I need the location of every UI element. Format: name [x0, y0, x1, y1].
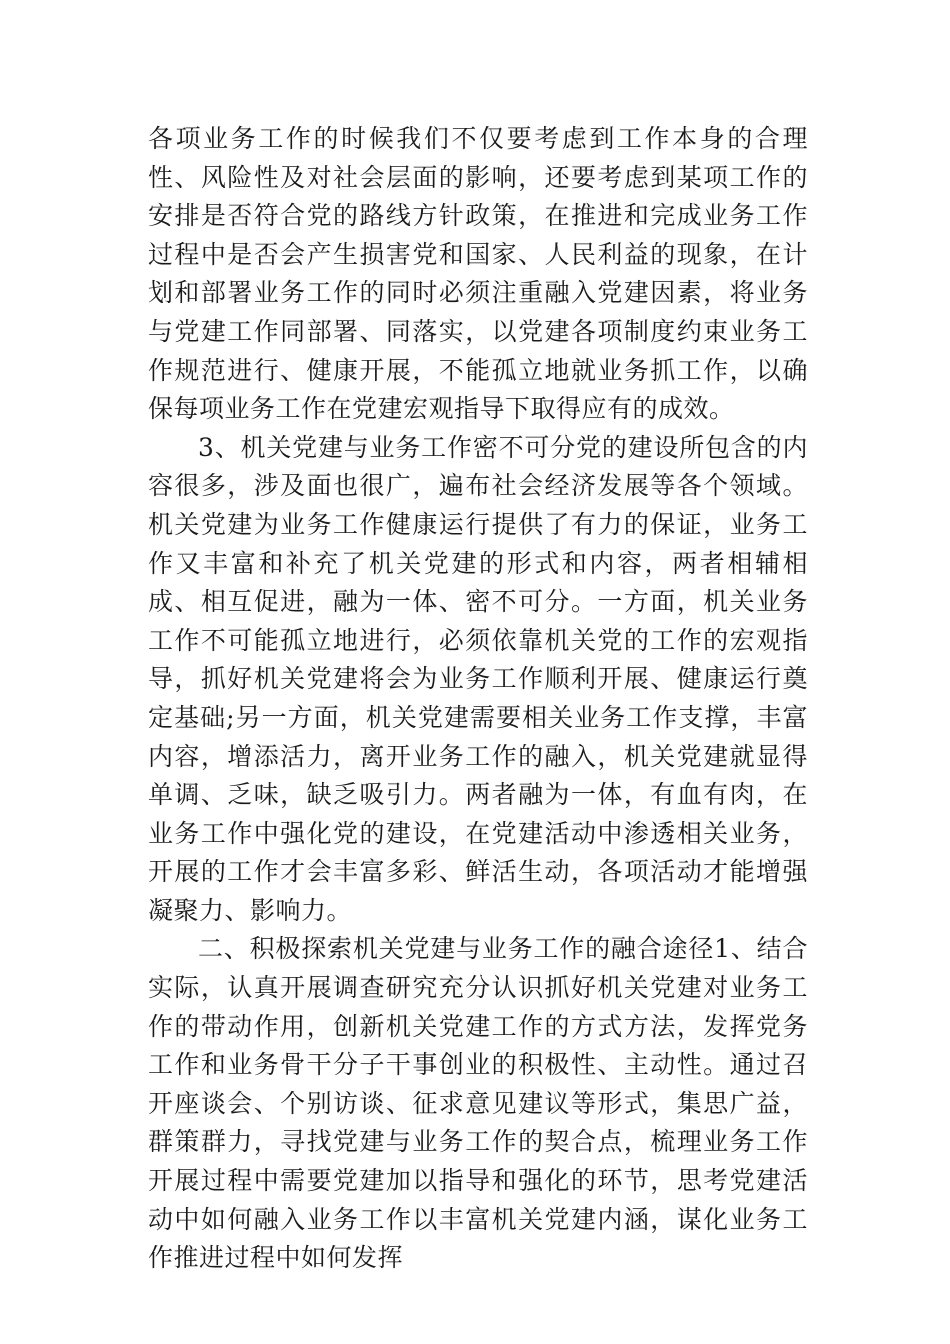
paragraph-continuation: 各项业务工作的时候我们不仅要考虑到工作本身的合理性、风险性及对社会层面的影响，还要考虑到某项工作的安排是否符合党的路线方针政策，在推进和完成业务工作过程中是否会产生损害党和国家、人民利益的现象，在计划和部署业务工作的同时必须注重融入党建因素，将业务与党建工作同部署、同落实，以党建各项制度约束业务工作规范进行、健康开展，不能孤立地就业务抓工作，以确保每项业务工作在党建宏观指导下取得应有的成效。 — [148, 124, 808, 424]
paragraph-section-two: 二、积极探索机关党建与业务工作的融合途径1、结合实际，认真开展调查研究充分认识抓好机关党建对业务工作的带动作用，创新机关党建工作的方式方法，发挥党务工作和业务骨干分子干事创业的积极性、主动性。通过召开座谈会、个别访谈、征求意见建议等形式，集思广益，群策群力，寻找党建与业务工作的契合点，梳理业务工作开展过程中需要党建加以指导和强化的环节，思考党建活动中如何融入业务工作以丰富机关党建内涵，谋化业务工作推进过程中如何发挥 — [148, 934, 808, 1273]
paragraph-section-3: 3、机关党建与业务工作密不可分党的建设所包含的内容很多，涉及面也很广，遍布社会经济发展等各个领域。机关党建为业务工作健康运行提供了有力的保证，业务工作又丰富和补充了机关党建的形式和内容，两者相辅相成、相互促进，融为一体、密不可分。一方面，机关业务工作不可能孤立地进行，必须依靠机关党的工作的宏观指导，抓好机关党建将会为业务工作顺利开展、健康运行奠定基础;另一方面，机关党建需要相关业务工作支撑，丰富内容，增添活力，离开业务工作的融入，机关党建就显得单调、乏味，缺乏吸引力。两者融为一体，有血有肉，在业务工作中强化党的建设，在党建活动中渗透相关业务，开展的工作才会丰富多彩、鲜活生动，各项活动才能增强凝聚力、影响力。 — [148, 432, 808, 925]
document-body — [148, 120, 808, 1278]
